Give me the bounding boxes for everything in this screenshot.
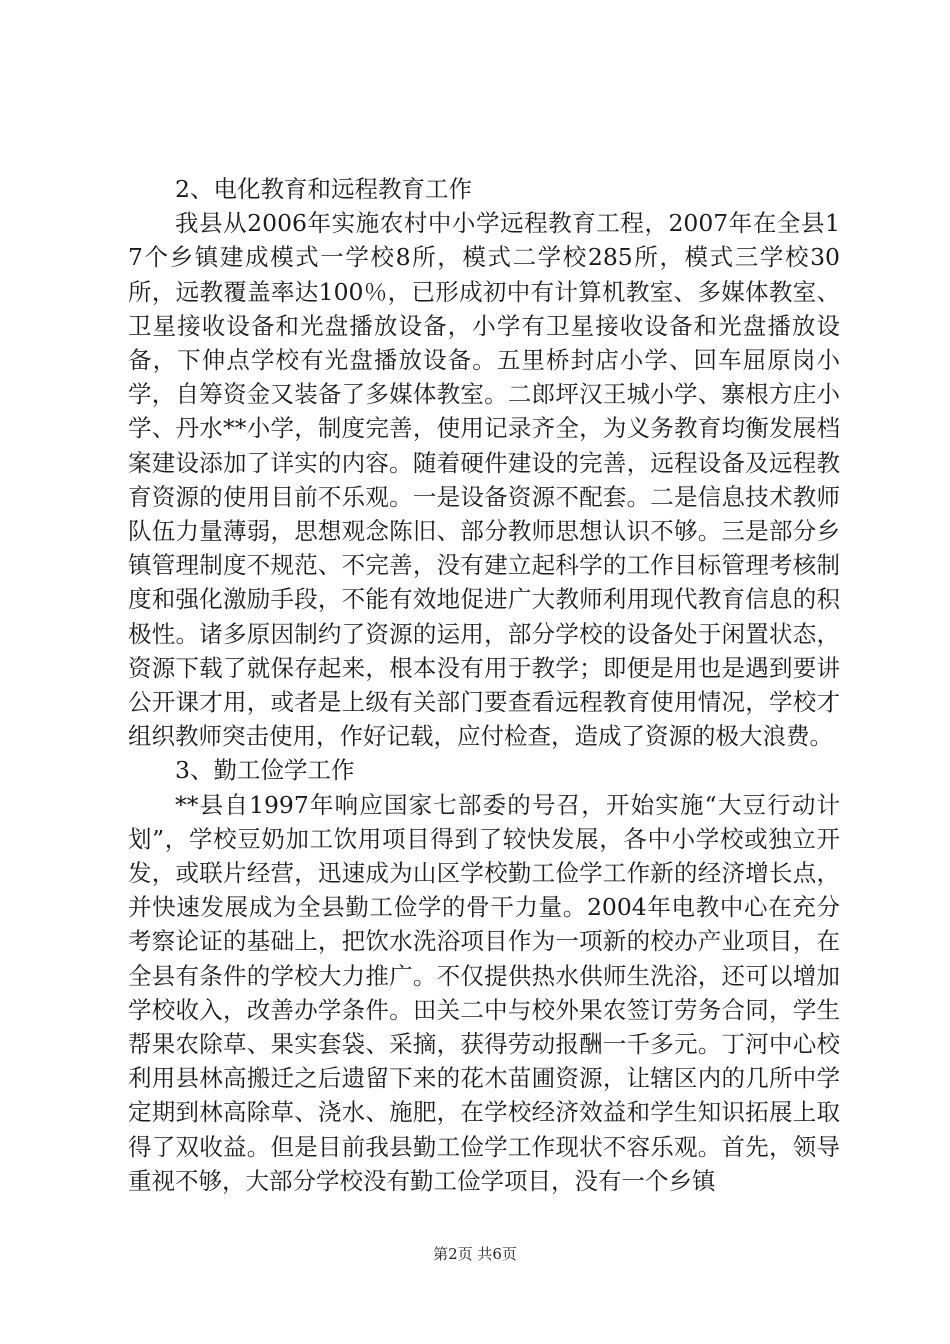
page-number-footer: 第2页 共6页	[433, 1245, 517, 1263]
section-paragraph: 我县从2006年实施农村中小学远程教育工程，2007年在全县17个乡镇建成模式一学校8所，模式二学校285所，模式三学校30所，远教覆盖率达100％，已形成初中有计算机教室、多媒体教室、卫星接收设备和光盘播放设备，小学有卫星接收设备和光盘播放设备，下伸点学校有光盘播放设备。五里桥封店小学、回车屈原岗小学，自筹资金又装备了多媒体教室。二郎坪汉王城小学、寨根方庄小学、丹水**小学，制度完善，使用记录齐全，为义务教育均衡发展档案建设添加了详实的内容。随着硬件建设的完善，远程设备及远程教育资源的使用目前不乐观。一是设备资源不配套。二是信息技术教师队伍力量薄弱，思想观念陈旧、部分教师思想认识不够。三是部分乡镇管理制度不规范、不完善，没有建立起科学的工作目标管理考核制度和强化激励手段，不能有效地促进广大教师利用现代教育信息的积极性。诸多原因制约了资源的运用，部分学校的设备处于闲置状态，资源下载了就保存起来，根本没有用于教学；即便是用也是遇到要讲公开课才用，或者是上级有关部门要查看远程教育使用情况，学校才组织教师突击使用，作好记载，应付检查，造成了资源的极大浪费。	[128, 209, 840, 751]
section-paragraph: **县自1997年响应国家七部委的号召，开始实施“大豆行动计划”，学校豆奶加工饮用项目得到了较快发展，各中小学校或独立开发，或联片经营，迅速成为山区学校勤工俭学工作新的经济增长点，并快速发展成为全县勤工俭学的骨干力量。2004年电教中心在充分考察论证的基础上，把饮水洗浴项目作为一项新的校办产业项目，在全县有条件的学校大力推广。不仅提供热水供师生洗浴，还可以增加学校收入，改善办学条件。田关二中与校外果农签订劳务合同，学生帮果农除草、果实套袋、采摘，获得劳动报酬一千多元。丁河中心校利用县林高搬迁之后遗留下来的花木苗圃资源，让辖区内的几所中学定期到林高除草、浇水、施肥，在学校经济效益和学生知识拓展上取得了双收益。但是目前我县勤工俭学工作现状不容乐观。首先，领导重视不够，大部分学校没有勤工俭学项目，没有一个乡镇	[128, 790, 840, 1195]
section-heading: 3、勤工俭学工作	[175, 756, 355, 785]
section-heading: 2、电化教育和远程教育工作	[175, 175, 472, 203]
document-body	[128, 172, 840, 1198]
